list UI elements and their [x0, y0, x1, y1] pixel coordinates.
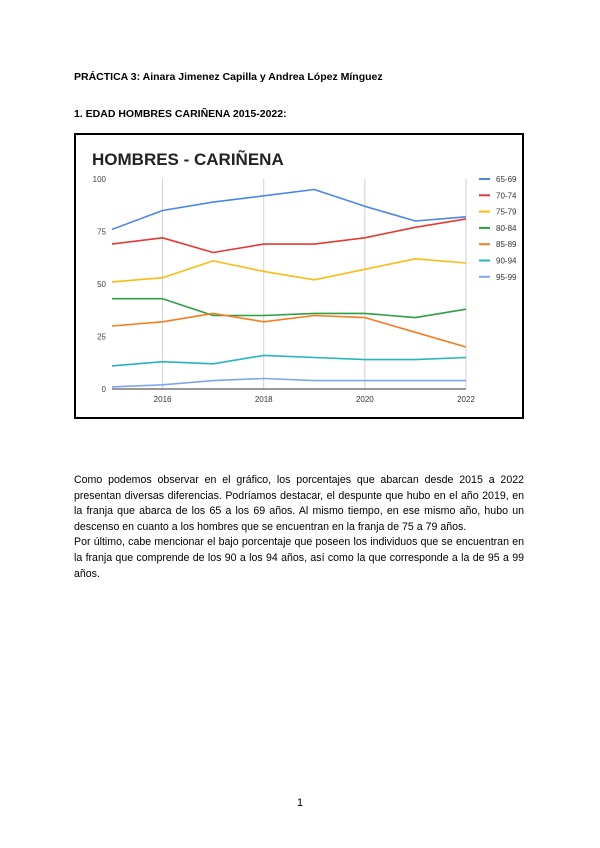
- page-number: 1: [296, 797, 304, 809]
- y-tick-label: 50: [97, 280, 106, 289]
- y-tick-label: 0: [101, 385, 106, 394]
- legend-label: 65-69: [496, 175, 517, 184]
- chart-frame: [74, 133, 524, 419]
- x-tick-label: 2016: [153, 395, 172, 404]
- paragraph-1: Como podemos observar en el gráfico, los porcentajes que abarcan desde 2015 a 2022 presentan diversas diferencias. Podríamos destacar, el despunte que hubo en el año 2019, en la franja que abarca de los 65 a los 69 años. Al mismo tiempo, en ese mismo año, hubo un descenso en cuanto a los hombres que se encuentran en la franja de 75 a 79 años.: [74, 474, 524, 533]
- series-line-90-94: [112, 355, 466, 366]
- legend-label: 95-99: [496, 272, 517, 282]
- series-line-85-89: [112, 313, 466, 347]
- paragraph-2: Por último, cabe mencionar el bajo porcentaje que poseen los individuos que se encuentran en la franja que comprende de los 90 a los 94 años, así como la que corresponde a la de 95 a 99 años.: [74, 536, 524, 580]
- legend-label: 85-89: [496, 240, 517, 250]
- legend-label: 75-79: [496, 207, 517, 217]
- legend-label: 80-84: [496, 223, 517, 233]
- legend-label: 70-74: [496, 191, 517, 201]
- series-line-70-74: [112, 219, 466, 253]
- chart-title: HOMBRES - CARIÑENA: [92, 150, 284, 169]
- y-tick-label: 75: [97, 227, 106, 237]
- x-tick-label: 2020: [355, 395, 374, 404]
- series-line-75-79: [112, 259, 466, 282]
- series-line-80-84: [112, 299, 466, 318]
- document-header: PRÁCTICA 3: Ainara Jimenez Capilla y Andrea López Mínguez: [74, 71, 383, 83]
- body-text: [74, 473, 524, 582]
- y-tick-label: 100: [92, 175, 106, 184]
- series-line-65-69: [112, 190, 466, 230]
- y-tick-label: 25: [97, 332, 106, 342]
- x-tick-label: 2022: [457, 395, 475, 404]
- section-title: 1. EDAD HOMBRES CARIÑENA 2015-2022:: [74, 108, 287, 120]
- legend-label: 90-94: [496, 256, 517, 266]
- line-chart: [76, 135, 522, 417]
- x-tick-label: 2018: [254, 395, 273, 404]
- series-line-95-99: [112, 379, 466, 387]
